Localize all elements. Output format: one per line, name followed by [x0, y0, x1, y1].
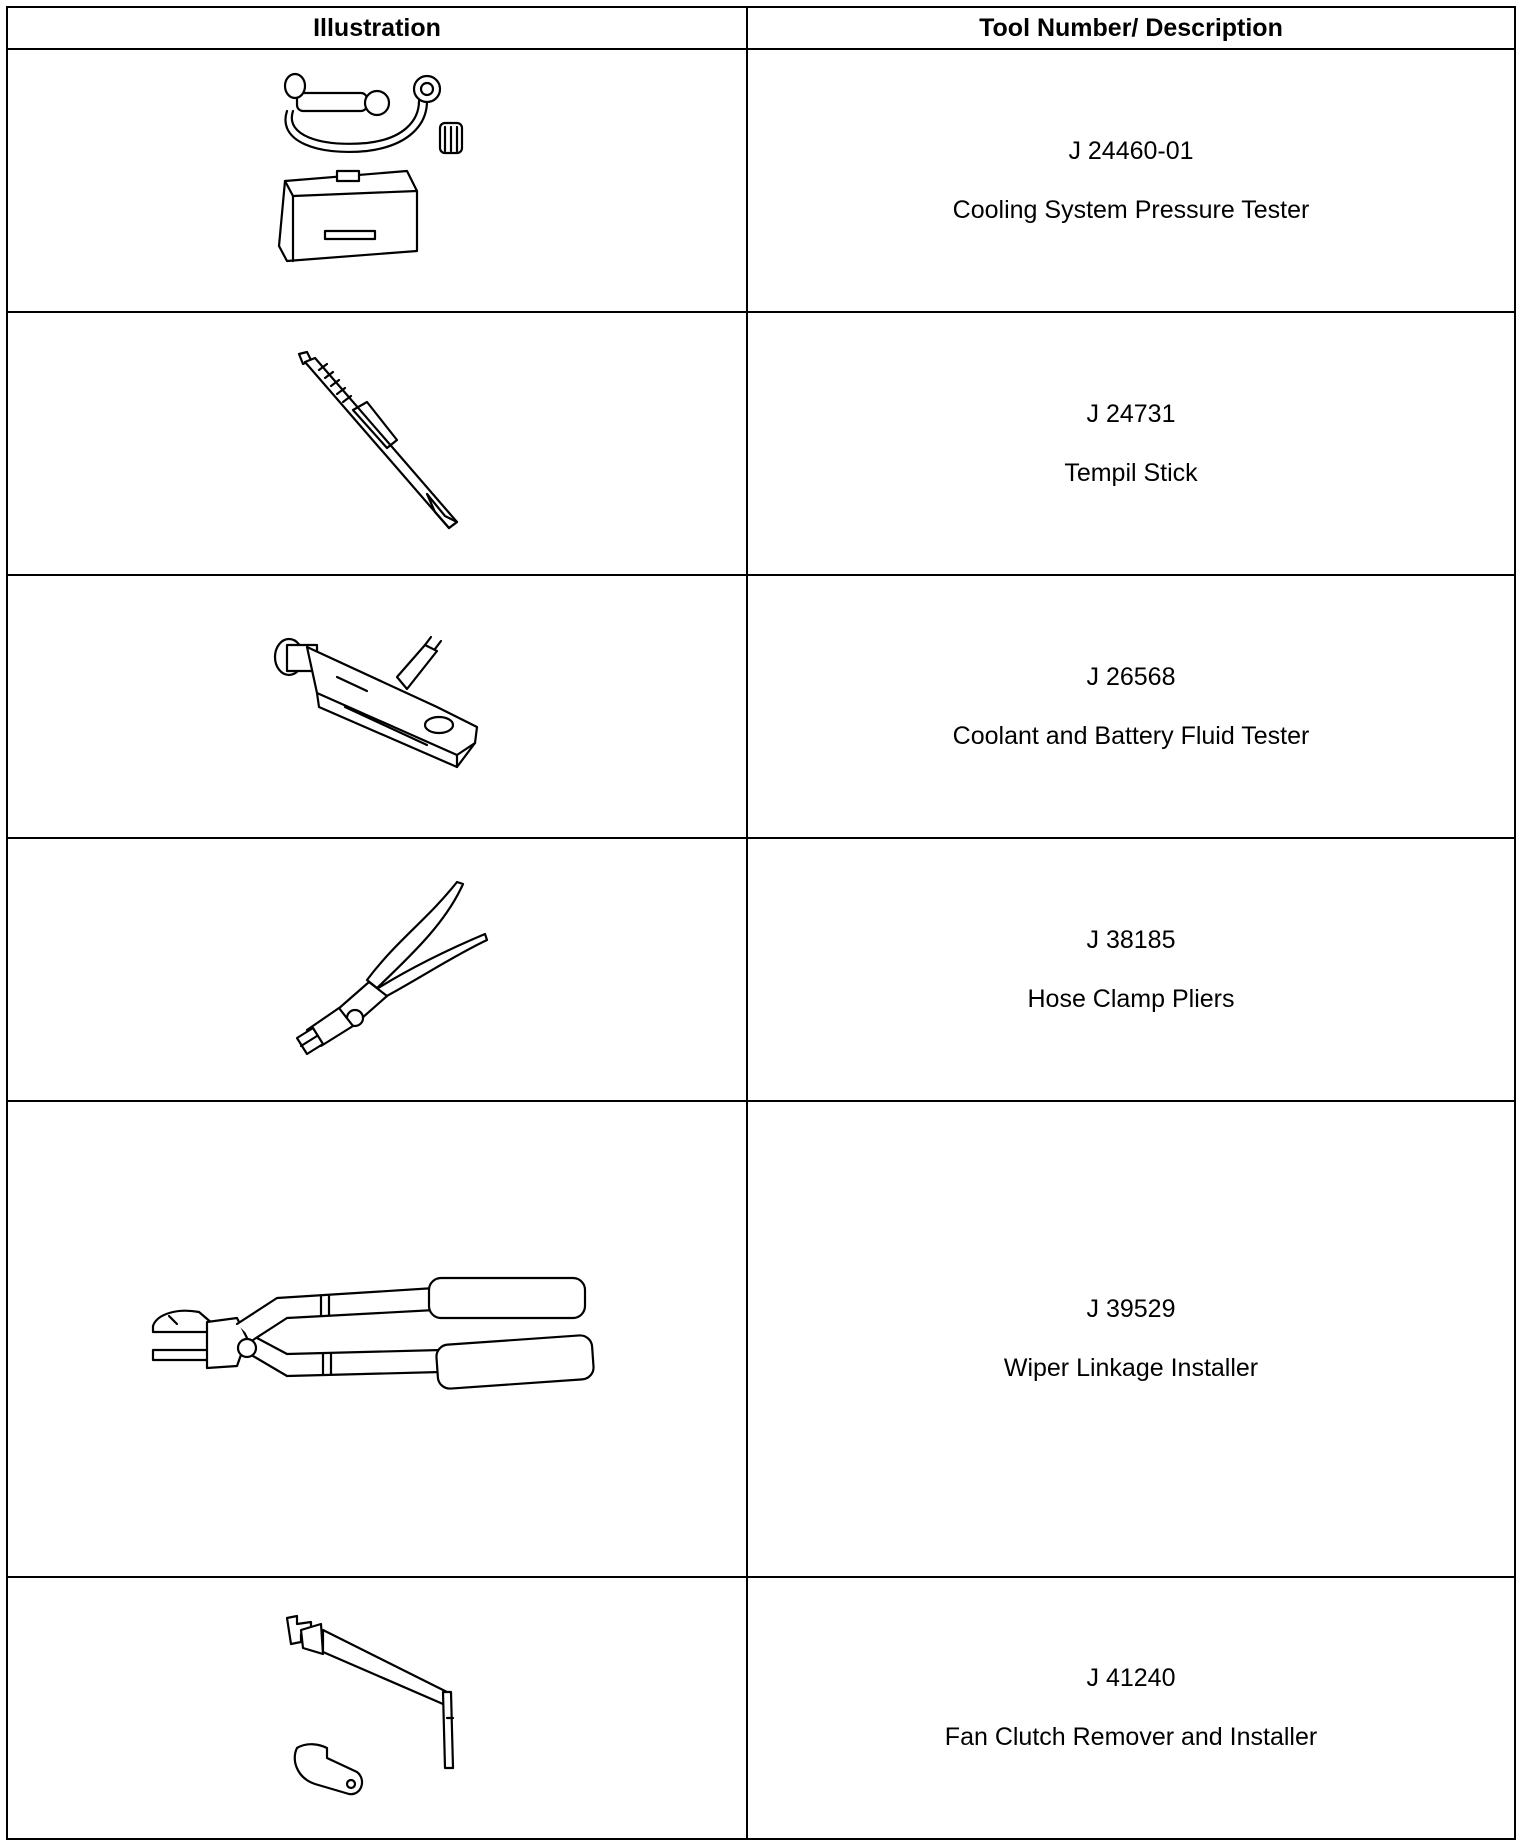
special-tools-table	[6, 6, 1516, 1840]
tool-number: J 26568	[1086, 662, 1176, 691]
table-row	[7, 838, 1515, 1101]
tool-cell	[747, 312, 1515, 575]
tool-number: J 24731	[1086, 399, 1176, 428]
header-illustration: Illustration	[7, 7, 747, 49]
fan-clutch-tool-icon	[267, 1608, 487, 1808]
illustration-cell	[7, 312, 747, 575]
tool-description: Tempil Stick	[1064, 458, 1198, 487]
tool-cell	[747, 1101, 1515, 1577]
tool-description: Wiper Linkage Installer	[1003, 1354, 1259, 1382]
pressure-tester-icon	[257, 71, 497, 291]
tool-cell	[747, 1577, 1515, 1839]
header-tool-description: Tool Number/ Description	[747, 7, 1515, 49]
table-row	[7, 575, 1515, 838]
wiper-linkage-installer-icon	[147, 1274, 607, 1404]
tool-number: J 38185	[1086, 925, 1176, 954]
tool-description: Cooling System Pressure Tester	[952, 195, 1310, 224]
tool-cell	[747, 838, 1515, 1101]
tool-number: J 41240	[1086, 1664, 1176, 1692]
table-row	[7, 312, 1515, 575]
illustration-cell	[7, 1577, 747, 1839]
illustration-cell	[7, 838, 747, 1101]
table-row	[7, 1577, 1515, 1839]
tool-number: J 24460-01	[1068, 136, 1194, 165]
tool-description: Coolant and Battery Fluid Tester	[952, 721, 1310, 750]
tool-description: Fan Clutch Remover and Installer	[944, 1723, 1318, 1751]
tool-cell	[747, 575, 1515, 838]
illustration-cell	[7, 1101, 747, 1577]
tempil-stick-icon	[267, 344, 487, 544]
table-row	[7, 1101, 1515, 1577]
table-header-row	[7, 7, 1515, 49]
tool-number: J 39529	[1086, 1295, 1176, 1323]
illustration-cell	[7, 575, 747, 838]
hose-clamp-pliers-icon	[257, 870, 497, 1070]
table-row	[7, 49, 1515, 312]
tool-description: Hose Clamp Pliers	[1027, 984, 1235, 1013]
fluid-tester-icon	[257, 617, 497, 797]
illustration-cell	[7, 49, 747, 312]
tool-cell	[747, 49, 1515, 312]
